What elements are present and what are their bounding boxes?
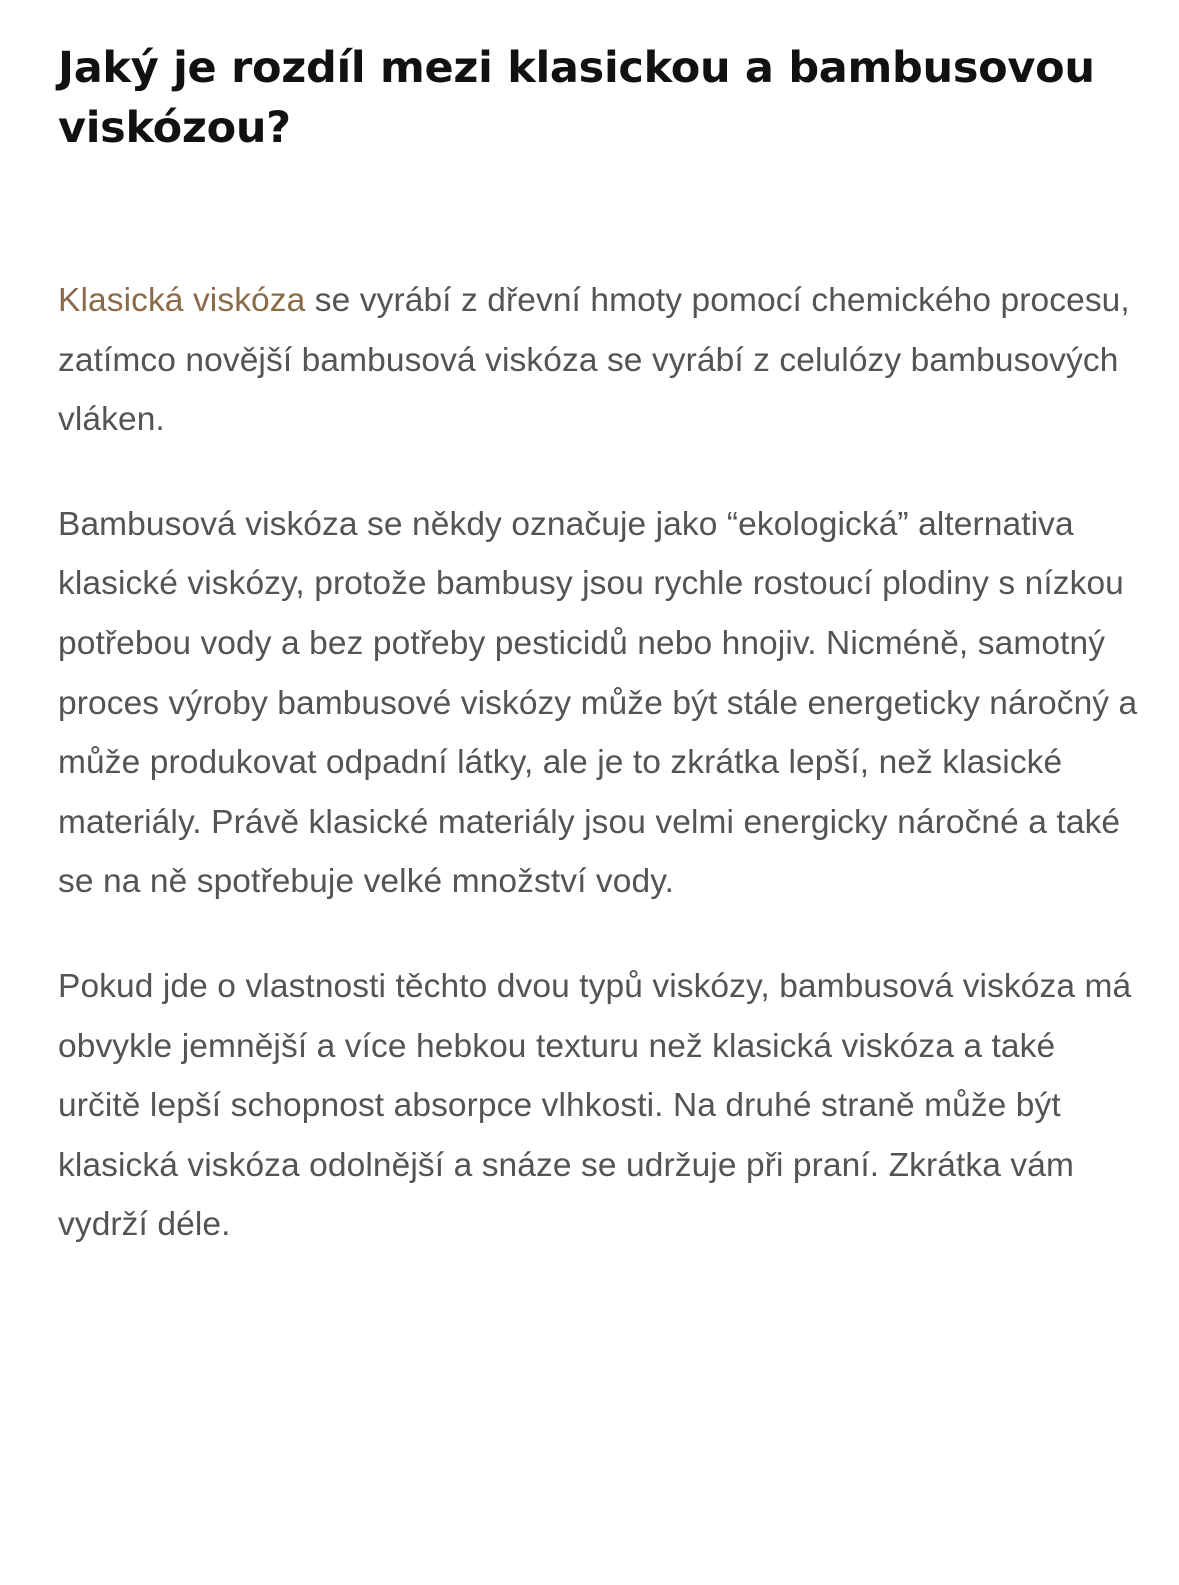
paragraph-1-text: se vyrábí z dřevní hmoty pomocí chemického procesu, zatímco novější bambusová viskóza se vyrábí z celulózy bambusových vláken. bbox=[58, 282, 1130, 439]
paragraph-1 bbox=[58, 271, 1138, 450]
article bbox=[58, 0, 1138, 1255]
klasicka-viskoza-link[interactable]: Klasická viskóza bbox=[58, 282, 306, 319]
paragraph-2: Bambusová viskóza se někdy označuje jako “ekologická” alternativa klasické viskózy, protože bambusy jsou rychle rostoucí plodiny s nízkou potřebou vody a bez potřeby pesticidů nebo hnojiv. Nicméně, samotný proces výroby bambusové viskózy může být stále energeticky náročný a může produkovat odpadní látky, ale je to zkrátka lepší, než klasické materiály. Právě klasické materiály jsou velmi energicky náročné a také se na ně spotřebuje velké množství vody. bbox=[58, 505, 1138, 901]
paragraph-3: Pokud jde o vlastnosti těchto dvou typů viskózy, bambusová viskóza má obvykle jemnější a více hebkou texturu než klasická viskóza a také určitě lepší schopnost absorpce vlhkosti. Na druhé straně může být klasická viskóza odolnější a snáze se udržuje při praní. Zkrátka vám vydrží déle. bbox=[58, 967, 1132, 1244]
article-heading: Jaký je rozdíl mezi klasickou a bambusovou viskózou? bbox=[58, 43, 1095, 153]
